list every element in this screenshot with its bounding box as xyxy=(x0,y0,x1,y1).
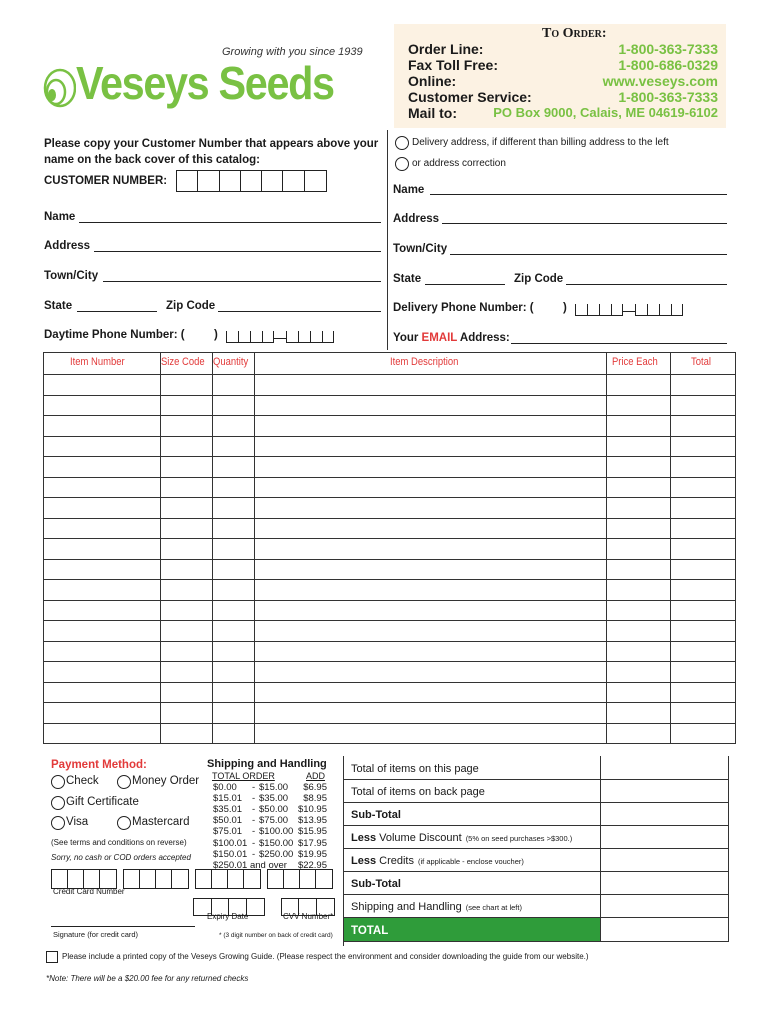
table-cell[interactable] xyxy=(254,477,606,498)
table-cell[interactable] xyxy=(670,457,735,478)
ship-from: $0.00 xyxy=(213,782,237,793)
grand-total-label xyxy=(351,925,388,937)
ship-dash: - xyxy=(252,782,256,793)
header-total-text: Total xyxy=(691,356,712,368)
header-item-number-text: Item Number xyxy=(70,356,125,368)
table-cell[interactable] xyxy=(254,559,606,580)
state-label: State xyxy=(44,300,73,312)
table-cell[interactable] xyxy=(670,723,735,744)
credits-amount[interactable] xyxy=(600,849,729,872)
header-item-description xyxy=(254,353,606,375)
table-cell[interactable] xyxy=(161,436,213,457)
guide-note: Please include a printed copy of the Veseys Growing Guide. (Please respect the environment and consider downloading the guide from our website.) xyxy=(62,952,589,961)
table-cell[interactable] xyxy=(670,600,735,621)
table-cell[interactable] xyxy=(606,559,670,580)
header-quantity xyxy=(212,353,254,375)
credits-text: Credits xyxy=(376,855,414,867)
payment-title: Payment Method: xyxy=(51,759,147,771)
table-cell[interactable] xyxy=(161,682,213,703)
brand-logo xyxy=(42,57,360,112)
header-item-number xyxy=(44,353,161,375)
table-cell[interactable] xyxy=(606,416,670,437)
order-row-label: Order Line: xyxy=(408,41,484,57)
delivery-address-label: Address xyxy=(393,213,440,225)
table-cell[interactable] xyxy=(212,580,254,601)
table-row xyxy=(44,436,736,457)
table-cell[interactable] xyxy=(606,457,670,478)
table-cell[interactable] xyxy=(606,641,670,662)
table-row xyxy=(44,723,736,744)
table-cell[interactable] xyxy=(606,395,670,416)
subtotal-2-text: Sub-Total xyxy=(351,878,401,890)
credit-card-label: Credit Card Number xyxy=(53,887,125,896)
shipping-rates xyxy=(205,782,333,872)
table-cell[interactable] xyxy=(212,723,254,744)
table-cell[interactable] xyxy=(212,662,254,683)
table-cell[interactable] xyxy=(670,621,735,642)
visa-label: Visa xyxy=(66,816,89,828)
table-cell[interactable] xyxy=(44,600,161,621)
table-cell[interactable] xyxy=(44,723,161,744)
order-panel-title: To Order: xyxy=(542,26,607,41)
table-cell[interactable] xyxy=(212,498,254,519)
table-cell[interactable] xyxy=(670,580,735,601)
customer-number-label: CUSTOMER NUMBER: xyxy=(44,175,168,187)
table-row xyxy=(44,600,736,621)
table-cell[interactable] xyxy=(670,416,735,437)
table-row xyxy=(44,518,736,539)
table-cell[interactable] xyxy=(606,580,670,601)
table-row xyxy=(44,539,736,560)
check-label: Check xyxy=(66,775,99,787)
town-label: Town/City xyxy=(44,270,99,282)
table-cell[interactable] xyxy=(212,457,254,478)
guide-checkbox[interactable] xyxy=(46,951,58,963)
table-cell[interactable] xyxy=(606,682,670,703)
table-cell[interactable] xyxy=(44,703,161,724)
table-cell[interactable] xyxy=(606,375,670,396)
table-cell[interactable] xyxy=(44,375,161,396)
table-cell[interactable] xyxy=(670,436,735,457)
table-cell[interactable] xyxy=(670,539,735,560)
table-cell[interactable] xyxy=(670,375,735,396)
mastercard-label: Mastercard xyxy=(132,816,190,828)
delivery-option-label: Delivery address, if different than billing address to the left xyxy=(412,137,669,148)
table-cell[interactable] xyxy=(161,703,213,724)
header-total xyxy=(670,353,735,375)
ship-to: $150.00 xyxy=(259,837,294,849)
credit-card-group-4[interactable] xyxy=(267,869,333,889)
table-cell[interactable] xyxy=(254,416,606,437)
table-cell[interactable] xyxy=(254,518,606,539)
total-back-page-amount[interactable] xyxy=(600,780,729,803)
table-cell[interactable] xyxy=(670,641,735,662)
no-cash-note: Sorry, no cash or COD orders accepted xyxy=(51,853,191,862)
table-cell[interactable] xyxy=(212,375,254,396)
customer-instructions: Please copy your Customer Number that appears above your name on the back cover of this catalog: xyxy=(44,138,379,166)
table-row xyxy=(44,682,736,703)
customer-number-boxes[interactable] xyxy=(176,170,327,192)
delivery-phone-field[interactable] xyxy=(575,302,683,316)
ship-from: $50.01 xyxy=(213,815,243,827)
email-field[interactable] xyxy=(511,343,727,344)
order-row-label: Online: xyxy=(408,73,457,89)
shipping-col-total: TOTAL ORDER xyxy=(212,771,275,781)
signature-field[interactable] xyxy=(51,926,195,927)
ship-from: $35.01 xyxy=(213,804,243,816)
ship-add: $13.95 xyxy=(297,815,327,827)
subtotal-2-amount[interactable] xyxy=(600,872,729,895)
table-cell[interactable] xyxy=(161,662,213,683)
header-item-description-text: Item Description xyxy=(390,356,459,368)
delivery-phone-label: Delivery Phone Number: ( xyxy=(393,302,534,314)
table-cell[interactable] xyxy=(606,539,670,560)
ship-dash: - xyxy=(252,793,256,805)
delivery-phone-close: ) xyxy=(563,302,567,314)
total-this-page-text: Total of items on this page xyxy=(351,763,479,775)
header-size-code-text: Size Code xyxy=(161,356,205,368)
ship-dash: - xyxy=(252,815,256,827)
volume-discount-note: (5% on seed purchases >$300.) xyxy=(465,834,573,843)
table-cell[interactable] xyxy=(254,436,606,457)
ship-to: $15.00 xyxy=(259,782,289,793)
table-row xyxy=(44,662,736,683)
ship-to: $100.00 xyxy=(259,826,294,838)
shipping-handling-text: Shipping and Handling xyxy=(351,901,462,913)
table-cell[interactable] xyxy=(254,375,606,396)
table-cell[interactable] xyxy=(44,662,161,683)
table-cell[interactable] xyxy=(161,395,213,416)
money-order-label: Money Order xyxy=(132,775,200,787)
subtotal-1-amount[interactable] xyxy=(600,803,729,826)
address-field[interactable] xyxy=(94,251,381,252)
town-field[interactable] xyxy=(103,281,381,282)
expiry-date-label: Expiry Date xyxy=(207,912,249,921)
visa-radio[interactable] xyxy=(51,816,65,830)
credits-note: (if applicable - enclose voucher) xyxy=(417,857,524,866)
phone-field[interactable] xyxy=(226,329,334,343)
shipping-handling-label xyxy=(351,901,522,913)
shipping-handling-note: (see chart at left) xyxy=(465,903,522,912)
grand-total-text: TOTAL xyxy=(351,925,389,937)
table-cell[interactable] xyxy=(606,723,670,744)
brand-tagline: Growing with you since 1939 xyxy=(222,46,363,58)
order-row-value: 1-800-686-0329 xyxy=(618,57,718,73)
table-cell[interactable] xyxy=(44,457,161,478)
items-table xyxy=(43,352,736,744)
table-cell[interactable] xyxy=(161,416,213,437)
shipping-title: Shipping and Handling xyxy=(207,758,327,770)
cvv-label: CVV Number* xyxy=(283,912,334,921)
name-label: Name xyxy=(44,211,76,223)
table-cell[interactable] xyxy=(670,703,735,724)
header-size-code xyxy=(161,353,213,375)
table-cell[interactable] xyxy=(670,518,735,539)
items-table-header xyxy=(44,353,736,375)
order-row-label: Fax Toll Free: xyxy=(408,57,498,73)
zip-label: Zip Code xyxy=(166,300,216,312)
table-cell[interactable] xyxy=(161,375,213,396)
gift-certificate-radio[interactable] xyxy=(51,796,65,810)
table-cell[interactable] xyxy=(44,559,161,580)
total-back-page-label xyxy=(351,786,485,798)
section-divider xyxy=(387,130,388,350)
table-cell[interactable] xyxy=(44,436,161,457)
table-cell[interactable] xyxy=(670,559,735,580)
delivery-state-field[interactable] xyxy=(425,284,505,285)
terms-note: (See terms and conditions on reverse) xyxy=(51,838,187,847)
table-cell[interactable] xyxy=(254,539,606,560)
table-cell[interactable] xyxy=(212,395,254,416)
ship-from: $250.01 and over xyxy=(213,859,287,871)
correction-radio[interactable] xyxy=(395,157,409,171)
table-cell[interactable] xyxy=(44,682,161,703)
table-row xyxy=(44,375,736,396)
table-cell[interactable] xyxy=(254,600,606,621)
ship-dash: - xyxy=(252,804,256,816)
signature-label: Signature (for credit card) xyxy=(53,930,139,939)
table-cell[interactable] xyxy=(44,539,161,560)
table-cell[interactable] xyxy=(254,395,606,416)
table-cell[interactable] xyxy=(44,580,161,601)
table-row xyxy=(44,703,736,724)
name-field[interactable] xyxy=(79,222,381,223)
money-order-radio[interactable] xyxy=(117,775,131,789)
table-cell[interactable] xyxy=(44,477,161,498)
table-cell[interactable] xyxy=(161,518,213,539)
table-cell[interactable] xyxy=(254,682,606,703)
table-cell[interactable] xyxy=(606,518,670,539)
total-this-page-label xyxy=(351,763,479,775)
table-cell[interactable] xyxy=(606,477,670,498)
table-cell[interactable] xyxy=(161,559,213,580)
table-cell[interactable] xyxy=(606,436,670,457)
table-cell[interactable] xyxy=(212,682,254,703)
table-row xyxy=(44,395,736,416)
table-cell[interactable] xyxy=(254,662,606,683)
delivery-zip-field[interactable] xyxy=(566,284,727,285)
delivery-town-field[interactable] xyxy=(450,254,727,255)
order-row-value: 1-800-363-7333 xyxy=(618,89,718,105)
phone-label: Daytime Phone Number: ( xyxy=(44,329,185,341)
total-back-page-text: Total of items on back page xyxy=(351,786,485,798)
table-row xyxy=(44,621,736,642)
correction-option-label: or address correction xyxy=(412,158,506,169)
table-cell[interactable] xyxy=(44,395,161,416)
ship-add: $19.95 xyxy=(297,848,327,860)
table-cell[interactable] xyxy=(212,477,254,498)
table-cell[interactable] xyxy=(161,498,213,519)
ship-dash: - xyxy=(252,848,256,860)
table-row xyxy=(44,416,736,437)
table-cell[interactable] xyxy=(212,518,254,539)
table-cell[interactable] xyxy=(161,457,213,478)
table-cell[interactable] xyxy=(254,641,606,662)
table-cell[interactable] xyxy=(161,477,213,498)
table-row xyxy=(44,457,736,478)
table-row xyxy=(44,580,736,601)
table-cell[interactable] xyxy=(161,723,213,744)
subtotal-1-text: Sub-Total xyxy=(351,809,401,821)
email-highlight: EMAIL xyxy=(421,332,458,344)
table-cell[interactable] xyxy=(254,723,606,744)
grand-total-amount[interactable] xyxy=(600,918,729,942)
order-row-value[interactable]: www.veseys.com xyxy=(602,73,718,89)
table-cell[interactable] xyxy=(161,621,213,642)
credit-card-group-1[interactable] xyxy=(51,869,117,889)
ship-to: $35.00 xyxy=(259,793,289,805)
order-row-value: 1-800-363-7333 xyxy=(618,41,718,57)
table-row xyxy=(44,641,736,662)
delivery-radio[interactable] xyxy=(395,136,409,150)
table-cell[interactable] xyxy=(212,559,254,580)
shipping-handling-amount[interactable] xyxy=(600,895,729,918)
shipping-chart xyxy=(205,756,333,872)
delivery-town-label: Town/City xyxy=(393,243,448,255)
table-cell[interactable] xyxy=(254,621,606,642)
subtotal-1-label xyxy=(351,809,401,821)
volume-discount-amount[interactable] xyxy=(600,826,729,849)
table-row xyxy=(44,498,736,519)
gift-certificate-label: Gift Certificate xyxy=(66,796,139,808)
ship-add: $10.95 xyxy=(297,804,327,816)
grand-total-row xyxy=(344,918,600,942)
table-cell[interactable] xyxy=(606,703,670,724)
ship-from: $15.01 xyxy=(213,793,243,805)
ship-add: $22.95 xyxy=(297,859,327,871)
ship-from: $100.01 xyxy=(213,837,248,849)
ship-to: $75.00 xyxy=(259,815,289,827)
credits-label xyxy=(351,855,524,867)
order-row-label: Mail to: xyxy=(408,105,457,121)
delivery-name-label: Name xyxy=(393,184,425,196)
email-label xyxy=(393,332,510,344)
table-cell[interactable] xyxy=(254,457,606,478)
table-cell[interactable] xyxy=(254,498,606,519)
table-row xyxy=(44,477,736,498)
table-cell[interactable] xyxy=(44,621,161,642)
table-row xyxy=(44,559,736,580)
table-cell[interactable] xyxy=(161,641,213,662)
table-cell[interactable] xyxy=(606,600,670,621)
header-price-each xyxy=(606,353,670,375)
table-cell[interactable] xyxy=(670,395,735,416)
table-cell[interactable] xyxy=(212,416,254,437)
table-cell[interactable] xyxy=(212,641,254,662)
volume-discount-label xyxy=(351,832,572,844)
credit-card-group-2[interactable] xyxy=(123,869,189,889)
check-radio[interactable] xyxy=(51,775,65,789)
shipping-col-add: ADD xyxy=(306,771,326,781)
table-cell[interactable] xyxy=(254,703,606,724)
state-field[interactable] xyxy=(77,311,157,312)
table-cell[interactable] xyxy=(606,498,670,519)
table-cell[interactable] xyxy=(212,703,254,724)
table-cell[interactable] xyxy=(212,539,254,560)
order-row-label: Customer Service: xyxy=(408,89,532,105)
table-cell[interactable] xyxy=(212,436,254,457)
cvv-note: * (3 digit number on back of credit card) xyxy=(219,932,333,939)
address-label: Address xyxy=(44,240,91,252)
table-cell[interactable] xyxy=(606,621,670,642)
table-cell[interactable] xyxy=(606,662,670,683)
zip-field[interactable] xyxy=(218,311,381,312)
phone-close: ) xyxy=(214,329,218,341)
table-cell[interactable] xyxy=(254,580,606,601)
table-cell[interactable] xyxy=(670,682,735,703)
total-this-page-amount[interactable] xyxy=(600,756,729,780)
table-cell[interactable] xyxy=(161,600,213,621)
subtotal-2-label xyxy=(351,878,401,890)
ship-to: $50.00 xyxy=(259,804,289,816)
credit-card-group-3[interactable] xyxy=(195,869,261,889)
header-quantity-text: Quantity xyxy=(212,356,248,368)
table-cell[interactable] xyxy=(44,641,161,662)
seed-logo-icon xyxy=(42,68,76,108)
brand-name: Veseys Seeds xyxy=(76,57,334,109)
table-cell[interactable] xyxy=(670,477,735,498)
ship-add: $17.95 xyxy=(297,837,327,849)
table-cell[interactable] xyxy=(670,498,735,519)
header-price-each-text: Price Each xyxy=(611,356,658,368)
order-info-panel xyxy=(394,24,726,128)
email-suffix: Address: xyxy=(457,332,510,344)
table-cell[interactable] xyxy=(44,518,161,539)
table-cell[interactable] xyxy=(670,662,735,683)
mastercard-radio[interactable] xyxy=(117,816,131,830)
ship-add: $8.95 xyxy=(303,793,327,805)
delivery-name-field[interactable] xyxy=(430,194,727,195)
volume-discount-text: Volume Discount xyxy=(376,832,462,844)
table-cell[interactable] xyxy=(44,416,161,437)
ship-from: $75.01 xyxy=(213,826,243,838)
ship-add: $6.95 xyxy=(303,782,327,793)
table-cell[interactable] xyxy=(44,498,161,519)
fee-note: *Note: There will be a $20.00 fee for any returned checks xyxy=(46,974,249,983)
delivery-state-label: State xyxy=(393,273,422,285)
table-cell[interactable] xyxy=(212,600,254,621)
delivery-zip-label: Zip Code xyxy=(514,273,564,285)
table-cell[interactable] xyxy=(161,580,213,601)
ship-from: $150.01 xyxy=(213,848,248,860)
table-cell[interactable] xyxy=(212,621,254,642)
ship-dash: - xyxy=(252,837,256,849)
ship-add: $15.95 xyxy=(297,826,327,838)
ship-to: $250.00 xyxy=(259,848,294,860)
order-row-value: PO Box 9000, Calais, ME 04619-6102 xyxy=(493,105,718,120)
credits-bold: Less xyxy=(351,855,377,867)
volume-discount-bold: Less xyxy=(351,832,377,844)
delivery-address-field[interactable] xyxy=(442,223,727,224)
ship-dash: - xyxy=(252,826,256,838)
table-cell[interactable] xyxy=(161,539,213,560)
email-prefix: Your xyxy=(393,332,422,344)
